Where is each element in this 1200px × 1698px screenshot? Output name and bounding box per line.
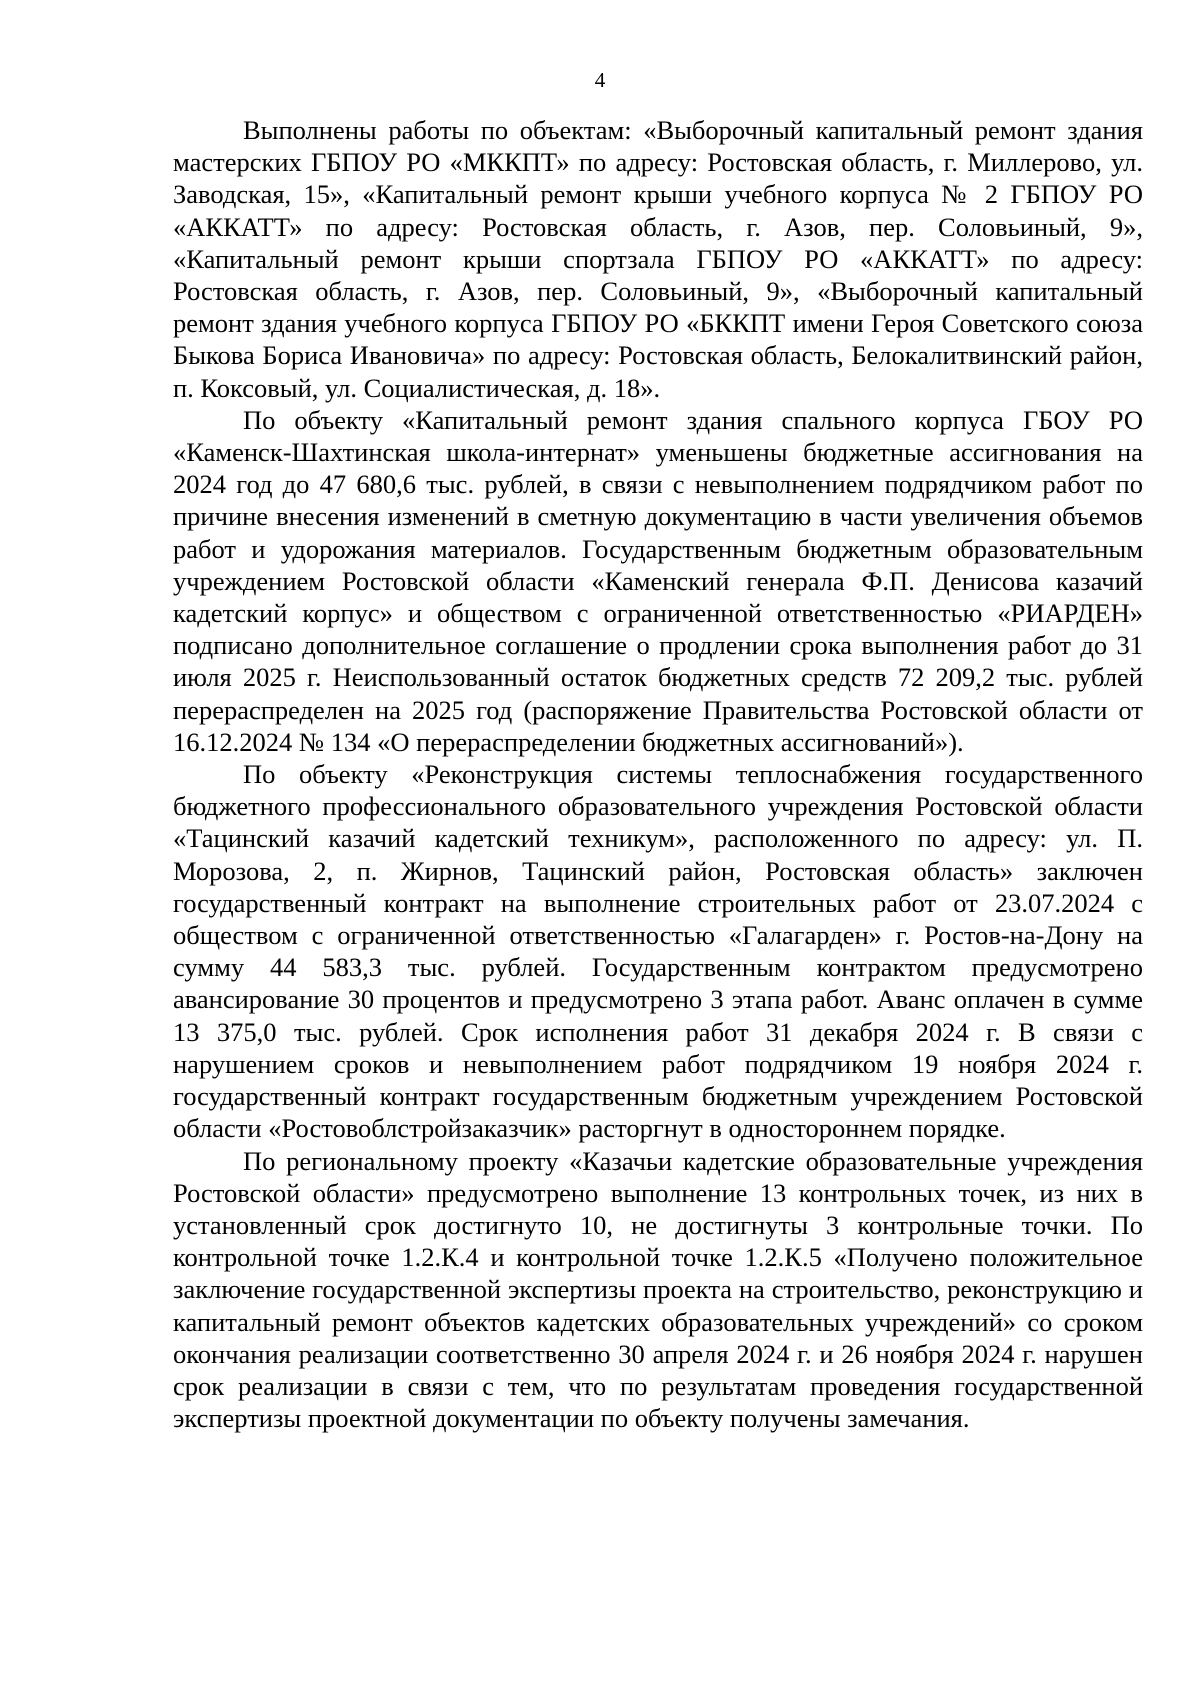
document-body (173, 114, 1143, 1434)
paragraph-regional-project-control-points: По региональному проекту «Казачьи кадетские образовательные учреждения Ростовской области» предусмотрено выполнение 13 контрольных точек, из них в установленный срок достигнуто 10, не достигнуты 3 контрольные точки. По контрольной точке 1.2.К.4 и контрольной точке 1.2.К.5 «Получено положительное заключение государственной экспертизы проекта на строительство, реконструкцию и капитальный ремонт объектов кадетских образовательных учреждений» со сроком окончания реализации соответственно 30 апреля 2024 г. и 26 ноября 2024 г. нарушен срок реализации в связи с тем, что по результатам проведения государственной экспертизы проектной документации по объекту получены замечания. (173, 1145, 1143, 1434)
paragraph-kamensk-boarding-school: По объекту «Капитальный ремонт здания спального корпуса ГБОУ РО «Каменск-Шахтинская школа-интернат» уменьшены бюджетные ассигнования на 2024 год до 47 680,6 тыс. рублей, в связи с невыполнением подрядчиком работ по причине внесения изменений в сметную документацию в части увеличения объемов работ и удорожания материалов. Государственным бюджетным образовательным учреждением Ростовской области «Каменский генерала Ф.П. Денисова казачий кадетский корпус» и обществом с ограниченной ответственностью «РИАРДЕН» подписано дополнительное соглашение о продлении срока выполнения работ до 31 июля 2025 г. Неиспользованный остаток бюджетных средств 72 209,2 тыс. рублей перераспределен на 2025 год (распоряжение Правительства Ростовской области от 16.12.2024 № 134 «О перераспределении бюджетных ассигнований»). (173, 404, 1143, 757)
page-number: 4 (594, 68, 606, 92)
paragraph-completed-works: Выполнены работы по объектам: «Выборочный капитальный ремонт здания мастерских ГБПОУ РО «МККПТ» по адресу: Ростовская область, г. Миллерово, ул. Заводская, 15», «Капитальный ремонт крыши учебного корпуса № 2 ГБПОУ РО «АККАТТ» по адресу: Ростовская область, г. Азов, пер. Соловьиный, 9», «Капитальный ремонт крыши спортзала ГБПОУ РО «АККАТТ» по адресу: Ростовская область, г. Азов, пер. Соловьиный, 9», «Выборочный капитальный ремонт здания учебного корпуса ГБПОУ РО «БККПТ имени Героя Советского союза Быкова Бориса Ивановича» по адресу: Ростовская область, Белокалитвинский район, п. Коксовый, ул. Социалистическая, д. 18». (173, 115, 1143, 403)
paragraph-tatsinsky-heating-reconstruction: По объекту «Реконструкция системы теплоснабжения государственного бюджетного профессионального образовательного учреждения Ростовской области «Тацинский казачий кадетский техникум», расположенного по адресу: ул. П. Морозова, 2, п. Жирнов, Тацинский район, Ростовская область» заключен государственный контракт на выполнение строительных работ от 23.07.2024 с обществом с ограниченной ответственностью «Галагарден» г. Ростов-на-Дону на сумму 44 583,3 тыс. рублей. Государственным контрактом предусмотрено авансирование 30 процентов и предусмотрено 3 этапа работ. Аванс оплачен в сумме 13 375,0 тыс. рублей. Срок исполнения работ 31 декабря 2024 г. В связи с нарушением сроков и невыполнением работ подрядчиком 19 ноября 2024 г. государственный контракт государственным бюджетным учреждением Ростовской области «Ростовоблстройзаказчик» расторгнут в одностороннем порядке. (173, 759, 1143, 1144)
